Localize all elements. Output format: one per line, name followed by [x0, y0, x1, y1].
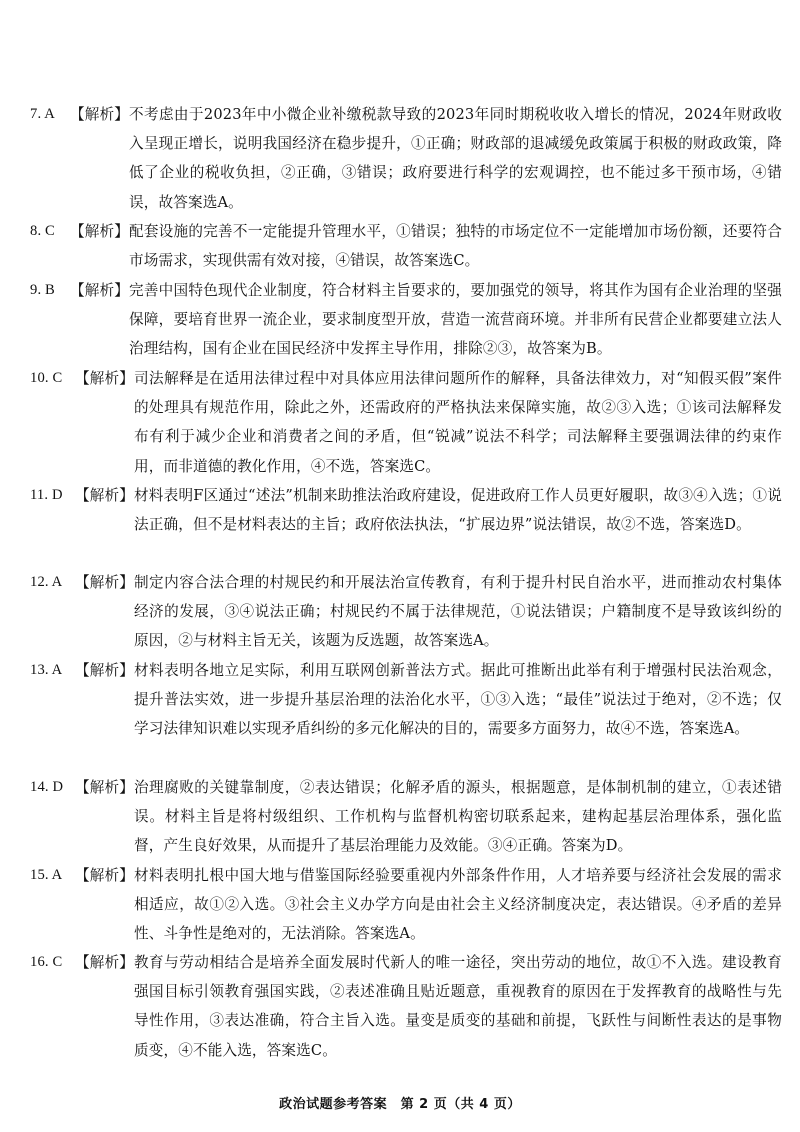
answer-item-16 — [30, 948, 782, 1065]
answer-item-8 — [30, 217, 782, 275]
answer-item-14 — [30, 773, 782, 861]
analysis-text: 材料表明扎根中国大地与借鉴国际经验要重视内外部条件作用，人才培养要与经济社会发展的需求相适应，故①②入选。③社会主义办学方向是由社会主义经济制度决定，表达错误。④矛盾的差异性、斗争性是绝对的，无法消除。答案选A。 — [133, 867, 782, 943]
question-number: 8. C — [30, 223, 55, 239]
analysis-tag: 【解析】 — [75, 574, 134, 591]
question-number: 13. A — [30, 662, 63, 678]
analysis-tag: 【解析】 — [75, 954, 134, 971]
question-number: 7. A — [30, 106, 55, 122]
question-number: 14. D — [30, 779, 64, 795]
question-number: 12. A — [30, 574, 63, 590]
question-number: 10. C — [30, 370, 63, 386]
analysis-text: 制定内容合法合理的村规民约和开展法治宣传教育，有利于提升村民自治水平，进而推动农村集体经济的发展，③④说法正确；村规民约不属于法律规范，①说法错误；户籍制度不是导致该纠纷的原因，②与材料主旨无关，该题为反选题，故答案选A。 — [133, 574, 782, 650]
analysis-tag: 【解析】 — [75, 779, 134, 796]
analysis-text: 治理腐败的关键靠制度，②表达错误；化解矛盾的源头，根据题意，是体制机制的建立，①表述错误。材料主旨是将村级组织、工作机构与监督机构密切联系起来，建构起基层治理体系，强化监督，产生良好效果，从而提升了基层治理能力及效能。③④正确。答案为D。 — [133, 779, 782, 855]
question-number: 9. B — [30, 282, 55, 298]
answer-item-7 — [30, 100, 782, 217]
analysis-tag: 【解析】 — [70, 282, 129, 299]
analysis-text: 教育与劳动相结合是培养全面发展时代新人的唯一途径，突出劳动的地位，故①不入选。建设教育强国目标引领教育强国实践，②表述准确且贴近题意，重视教育的原因在于发挥教育的战略性与先导性作用，③表达准确，符合主旨入选。量变是质变的基础和前提，飞跃性与间断性表达的是事物质变，④不能入选，答案选C。 — [133, 954, 782, 1059]
question-number: 11. D — [30, 487, 63, 503]
answer-item-10 — [30, 364, 782, 481]
analysis-tag: 【解析】 — [75, 487, 134, 504]
analysis-text: 完善中国特色现代企业制度，符合材料主旨要求的，要加强党的领导，将其作为国有企业治理的坚强保障，要培育世界一流企业，要求制度型开放，营造一流营商环境。并非所有民营企业都要建立法人治理结构，国有企业在国民经济中发挥主导作用，排除②③，故答案为B。 — [128, 282, 782, 358]
analysis-text: 司法解释是在适用法律过程中对具体应用法律问题所作的解释，具备法律效力，对“知假买假”案件的处理具有规范作用，除此之外，还需政府的严格执法来保障实施，故②③入选；①该司法解释发布有利于减少企业和消费者之间的矛盾，但“锐减”说法不科学；司法解释主要强调法律的约束作用，而非道德的教化作用，④不选，答案选C。 — [133, 370, 782, 475]
answer-item-15 — [30, 861, 782, 949]
analysis-tag: 【解析】 — [75, 662, 134, 679]
analysis-text: 不考虑由于2023年中小微企业补缴税款导致的2023年同时期税收收入增长的情况，2024年财政收入呈现正增长，说明我国经济在稳步提升，①正确；财政部的退减缓免政策属于积极的财政政策，降低了企业的税收负担，②正确，③错误；政府要进行科学的宏观调控，也不能过多干预市场，④错误，故答案选A。 — [128, 106, 782, 211]
answer-item-13 — [30, 656, 782, 744]
answer-item-9 — [30, 276, 782, 364]
page-footer: 政治试题参考答案 第 2 页（共 4 页） — [279, 1097, 521, 1112]
analysis-tag: 【解析】 — [70, 223, 129, 240]
answer-item-11 — [30, 481, 782, 539]
analysis-tag: 【解析】 — [75, 370, 134, 387]
analysis-text: 材料表明各地立足实际，利用互联网创新普法方式。据此可推断出此举有利于增强村民法治观念，提升普法实效，进一步提升基层治理的法治化水平，①③入选；“最佳”说法过于绝对，②不选；仅学习法律知识难以实现矛盾纠纷的多元化解决的目的，需要多方面努力，故④不选，答案选A。 — [133, 662, 782, 738]
analysis-text: 材料表明F区通过“述法”机制来助推法治政府建设，促进政府工作人员更好履职，故③④入选；①说法正确，但不是材料表达的主旨；政府依法执法，“扩展边界”说法错误，故②不选，答案选D。 — [133, 487, 782, 534]
analysis-tag: 【解析】 — [70, 106, 129, 123]
question-number: 16. C — [30, 954, 63, 970]
answer-item-12 — [30, 568, 782, 656]
analysis-text: 配套设施的完善不一定能提升管理水平，①错误；独特的市场定位不一定能增加市场份额，还要符合市场需求，实现供需有效对接，④错误，故答案选C。 — [128, 223, 782, 270]
question-number: 15. A — [30, 867, 63, 883]
analysis-tag: 【解析】 — [75, 867, 134, 884]
